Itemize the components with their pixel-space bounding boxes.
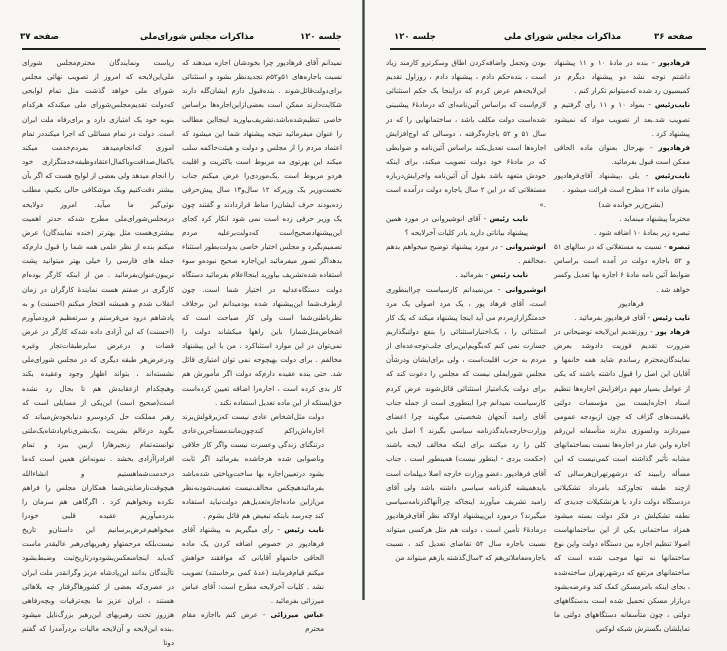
speaker-name: فرهادپور [658, 142, 690, 152]
paragraph: نمیدانم آقای فرهادپور چرا بخودشان اجازه میدهند که نسبت باجاره‌های ۵۱و۵۲م تجدیدنظر بشود و استثنائی برای‌دولت‌قائل‌شوند . بنده‌قبول دارم ایشان‌گله دارند شکایت‌دارند ممکن است بعضی‌از‌این‌اجاره‌ها براساس خاصی تنظیم‌شده‌باشد،تشریف‌بیاورید اینجااین مطالب را عنوان میفرمائید نتیجه پیشنهاد شما این میشود که اعتماد مردم را از مجلس و دولت و هیئت‌حاکمه سلب میکند این بهرتوی مه مربوط است باکثریت و اقلیت هردو مربوط است .یک‌موردی‌را عرض میکنم جناب نخست‌وزیر یک وزیرکه ۱۲ سال‌و۱۳ سال پیش‌حرفی زده‌بودند حرف ایشان‌را مناط قراردادند و گفتند چون یک وزیر حرفی زده است نمی شود انکار کرد کجای این‌پیشنهادصحیح‌است که‌دولت‌برعلیه مردم تصمیم‌بگیرد و مجلس اختیار خاصی بدولت‌بطور استثناء بدهد‌اگر تصور میفرمائید این‌اجاره صحیح نبوده‌و سوء استفاده شده‌تشریف بیاورید اینجااعلام بفرمائید دستگاه دولت دستگاه‌عدلیه در اختیار شما است. چون از‌طرف‌شما این‌پیشنهاد شده بودمیدانم این برخلاف نظرباطنی‌شما است ولی کار صباحت است که اشخاص‌مثل‌شمارا باین راهها میکشاند دولت را نمی‌توان در این موارد استثناکرد . من با این پیشنهاد مخالفم . برای دولت بهیچوجه نمی توان امتیازی قائل شد. حتی بنده عقیده دارم‌که دولت اگر مأمورش هم کار بدی کرده است ، اجاره‌را اضافه تعیین کرده‌است حق‌ایستکه از این ماده تعدیل استفاده نکند . [182, 58, 343, 407]
left-page-right-column [182, 56, 342, 636]
speech-paragraph: انوشیروانی - در مورد پیشنهاد توضیح میخواهم بدهم ،مخالفم . [386, 242, 546, 266]
right-page-header [364, 32, 727, 46]
speaker-name: نایب رئیس [652, 312, 690, 322]
paragraph: ریاست ونمایندگان محترم‌مجلس شورای ملی‌این‌لایحه که امروز از تصویب نهائی مجلس شورای ملی خواهد گذشت مثل تمام لوایحی که‌دولت تقدیم‌مجلس‌شورای ملی میکندکه هرکدام بنوبه خود یک امتیازی دارد و برای‌رفاه ملت ایران است. دولت در تمام مسائلی که اجرا میکنددر تمام اموری که‌انجام‌میدهد بمردم‌خدمت میکند باکمال‌صداقت‌وباکمال‌اعتقادوظیفه‌خدمتگزاری خود را انجام میدهد ولی بعضی از لوایح هست که اگر بآن بیشتر دقت‌کنیم ویک موشکافی حالی بکنیم، مطلب نوئی‌گیر ما میآید. امروز دولایحه درمجلس‌شورای‌ملی مطرح شدکه حدتر اهمیت بیشتری‌هست مثل بهترتر (خنده نمایندگان) عرض میکنم بنده از نظر علمی همه شما را قبول دارم‌که جمله های فارسی را خیلی بهتر میتوانید پشت تریبون‌عنوان‌بفرمائید . من از اینکه کارگر بوده‌ام کارگری در صفتم هست نمایندۀ کارگران در زمان انقلاب شدم و همیشه افتخار میکنم (احسنت) و به پادشاهم درود می‌فرستم و سرتعظیم فرودمیآورم (احسنت) که این آزادی داده شدکه کارگر در عرض قضات و درعرض سایرطبقات‌تجار وغیره ودرعرض‌هر طبقه دیگری که در مجلس شورای‌ملی نشسته‌اند ، بتواند اظهار وجود وعقیده بکند وهیچکدام ازعقایدش هم تا بحال رد نشده است(صحیح است) این‌یکی از مسایلی است که رهبر مملکت حل کرد‌وسرو دنیابخودش‌میباند که بگوید درعالم بشریت ،یک‌بشری‌نام‌پادشاه‌یک‌ملتی توانسته‌تمام زنجیرهارا ازبین ببرد و تمام افرادرا‌آزادی بخشد . نمونه‌اش همین است که‌ما درخدمت‌شماهستیم و انشاءالله هیچوقت‌نارضایتی‌شما همکاران مجلس را فراهم نکرده ونخواهیم کرد . اگرگاهی هم سرمان را بدرد‌میآوریم عقیده قلبی خودرا میخواهیم‌عرض‌برسانیم این داستان‌و تاریخ نیست‌بلکه مرحمتهاو رهبریهای‌رهبر عالیقدر ماست که‌باید اینجامنعکس‌بشودودر‌تاریخ‌ثبت وضبط‌بشود تاآیندگان بدانند این‌پادشاه عزیز وگرانقدر ملت ایران در عصری‌که بعضی از کشور‌ها‌گرفتار چه بلاهائی هستند ، ایران عزیز ما بچه‌ترقیات وبچه‌رفاهی هزروز تحت رهبریهای این‌رهبر بزرگ‌نایل میشود .بنده این‌لایحه و آن‌لایحه مالیات بردرآمدرا که گفتم دوتا [22, 58, 174, 648]
speech-paragraph: عباس میرزائی - عرض کنم بااجازه مقام محترم [182, 610, 324, 634]
right-page-right-column [554, 56, 708, 636]
speaker-name: انوشیروانی [505, 284, 546, 294]
speech-paragraph: نایب‌رئیس - بلی ،پیشنهاد آقای‌فرهادپور بعنوان ماده ۱۲ مطرح است قرائت میشود . [554, 171, 690, 195]
speech-paragraph: نایب رئیس - رأی میگیریم به پیشنهاد آقای فرهادپور در خصوص اضافه کردن یک ماده الحاقی خانمها‌و آقایانی که موافقند خواهش میکنم قیام‌فرمایند (عدۀ کمی برخاستند) تصویب نشد . کلیات آخرلایحه مطرح است: آقای عباس میرزائی بفرمائید . [182, 525, 325, 605]
speech-paragraph: نایب رئیس - بفرمائید . [455, 270, 528, 280]
stage-note: (بشرح‌زیر خوانده شد) [598, 199, 664, 209]
left-page-number: صفحه ۳۷ [20, 32, 59, 42]
speech-paragraph: فرهاد پور - روزتقدیم این‌لایحه توضیحاتی در ضرورت تقدیم فوریت دادوشد بعرض نمایندگان‌محترم رساندم شاید همه خانمها و آقایان این اصل را قبول داشته باشند که یکی از عوامل بسیار مهم درافزایش اجاره‌ها تنظیم اسناد اجاره‌ایست بین مؤسسات دولتی باقیمت‌های گزاف که چون ازبودجه عمومی میپردازند ودلسوزی ندارند متأسفانه این‌رقم اجاره واین عیار در اجاره‌ها نسبت بساختمانهای مشابه تأثیر گذاشته است کمی‌نیست که این مسأله راببیند که درشهرتهران‌هرسالی که ازچند طبقه تجاوزکند بامرداد تشکیلاتی دردستگاه دولت دارد یا هرتشکیلات جدیدی که نطفه تشکیلش در فکر دولت بسته میشود همزاد ساختمانی یکی از این ساختمانهاست اصولا تنظیم اجاره بین دستگاه دولت واین نوع ساختمانها نه تنها موجب شده است که ساختمانهای مرتفع که درشهرتهران ساخته‌شده ، بجای اینکه بامرمسکن کمک کند وعرضه‌بشود دربازار مسکن تحمیل شده است بدستگاههای دولتی ، چون متأسفانه دستگاههای دولتی ما تمایلشان بگسترش شبکه لوکس [554, 326, 690, 634]
speech-paragraph: فرهادپور - بنده در مادۀ ۱۰ و ۱۱ پیشنهاد داشتم توجه نشد دو پیشنهاد دیگرم در کمیسیون رد شده که‌میتوانم تکرار کنم . [554, 58, 690, 96]
right-page [364, 0, 727, 634]
speaker-name: نایب رئیس [284, 525, 325, 535]
right-page-session: جلسه ۱۲۰ [394, 32, 436, 42]
speech-paragraph: فرهادپور - بهرحال بعنوان ماده الحاقی ممکن است قبول بفرمائید. [554, 142, 690, 167]
proposal-note: تبصره - نسبت به مستغلاتی که در سالهای ۵۱ و ۵۲ باجاره دولت در آمده است براساس ضوابط آئین نامه مادۀ ۶ اجاره بها تعدیل وکسر خواهد شد . [554, 242, 691, 294]
speaker-name: نایب‌رئیس [654, 171, 690, 181]
paragraph: دولت مثل‌اشخاص عادی نیست که‌زیرقولش‌بزند اجاره‌اش‌راکم کندچون‌مانند‌مستأجرین‌عادی درتنگنای زندگی وعسرت نیست واگر کار خلافی وناصوابی شده هرجاشده بفرمائید اگر ثابت بشود درتعیین‌اجاره بها ساخت‌وپاختی شده‌باشد بفرمائیدهیچکس مخالف‌نیست تعقیب‌شودبه‌نظر من‌از‌این ماده‌اجازه‌تعدیل‌هم دولت‌نباید استفاده کند چه‌رسد باینکه تبعیض هم قائل بشوم . [182, 411, 324, 520]
left-header-rule [22, 48, 340, 50]
left-page-left-column [22, 56, 174, 651]
speaker-name: نایب رئیس [489, 213, 528, 223]
proposal-line: محترماً پیشنهاد مینماید . [619, 213, 690, 223]
right-page-number: صفحه ۳۶ [654, 32, 693, 42]
right-page-left-column [386, 56, 546, 566]
speech-paragraph: نایب رئیس - آقای فرهادپور بفرمائید . [574, 312, 690, 322]
speaker-name: فرهاد پور [655, 326, 690, 336]
proposal-signature: فرهادپور [618, 298, 644, 308]
speech-paragraph: انوشیروانی - من‌نمیدانم کارسیاست چرا‌اینطوری است، آقای فرهاد پور ، یک مرد اصولی یک مرد خدمتگزار‌ازمردم می آید اینجا پیشنهاد میکند که یک کار استثنائی را ، یک‌اختیار‌استثنائی را بنفع دولتبگذاریم جسارت نمی کنم که‌بگویم‌این‌برای جلب‌توجه‌عده‌ای از مردم به حزب اقلیت‌است ، ولی برای‌ایشان ودرشأن مجلس شورایملی نیست که مجلس را دعوت کند که برای دولت یک‌امتیاز استثنائی قائل‌شوند عرض کردم کارسیاست نمیدانم چرا اینطوری است از جمله جناب آقای رامبد آنجهان شخصیتی میگویند چرا اعضای وزارت‌خارجه‌باید‌گذرنامه سیاسی بگیرند ؟ اصل باین کلی را رد میکنند برای اینکه مخالف لایحه باشند (حکمت یزدی - اینطور نیست) همینطور است . جناب آقای فرهادپور ،عضو وزارت خارجه اصلا دیپلمات است بایدهمیشه گذرنامه سیاسی داشته باشد ولی آقای رامبد تشریف میآورند اینجاکه چراآنهاگذرنامه‌سیاسی میگیرند؟ درمورد این‌پیشنهاد اولاکه نظر آقای‌فرهادپور درمادۀ۶ تأمین است ، دولت هم مثل هرکسی میتواند نسبت باجاره سال ۵۲ تقاضای تعدیل کند ، نسبت باجاره‌معاملاتی‌هم که ۳سال‌گذشته بازهم میتواند من [386, 284, 546, 563]
right-header-rule [390, 48, 706, 50]
left-page-title: مذاکرات مجلس شورای‌ملی [140, 32, 255, 42]
left-page-header [0, 32, 364, 46]
note-label: تبصره [668, 242, 691, 252]
left-page-session: جلسه ۱۲۰ [300, 32, 342, 42]
speaker-name: فرهادپور [658, 58, 690, 67]
speaker-name: عباس میرزائی [270, 610, 324, 620]
right-page-title: مذاکرات مجلس شورای ملی [504, 32, 622, 42]
speaker-name: نایب‌رئیس [654, 100, 690, 110]
paragraph: بودن وتجمل واضافه‌کردن اطاق وسکرترو کارمند زیاد است ، بنده‌حکم دادم ، پیشنهاد دادم ، روزاول تقدیم این‌لایحه‌هم عرض کردم که دراینجا یک حکم استثنائی لازم‌است که براساس آئین‌نامه‌ای که درمادۀ۶ پیشبینی شده‌است دولت مکلف باشد ، ساختمانهایی را که در سال ۵۱ و ۵۲ باجاره‌گرفته ، دوسالی که اوج‌افزایش اجاره‌ها است تعدیل‌بکند براساس آئین‌نامه و ضوابطی که در مادۀ۶ خود دولت تصویب میکند، برای اینکه خودش متعهد باشد بقول آن آئین‌نامه واجرایش‌در‌باره مستغلاتی که در این ۲ سال باجاره دولت درآمده است .» [386, 58, 547, 209]
speaker-name: نایب رئیس [490, 270, 528, 280]
proposal-line: تبصره زیر بمادۀ ۱۰ اضافه شود . [594, 227, 690, 237]
book-gutter [362, 0, 365, 600]
speaker-name: انوشیروانی [505, 242, 546, 252]
left-page [0, 0, 364, 648]
speech-paragraph: نایب‌رئیس - بمواد ۱۰ و ۱۱ رأی گرفتیم و تصویب شد‌.بعد از تصویب مواد که نمیشود پیشنهاد کرد . [554, 100, 690, 138]
speech-paragraph: نایب رئیس - آقای انوشیروانی در مورد همین پیشنهاد بیاناتی دارید یادر کلیات آخرلایحه ؟ [386, 213, 528, 237]
